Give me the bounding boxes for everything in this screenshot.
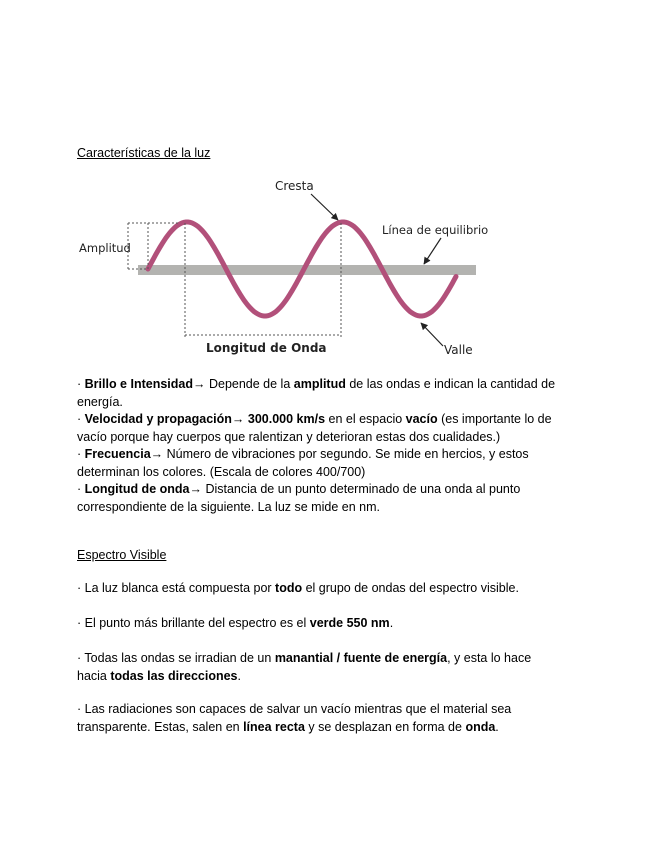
text-run: correspondiente de la siguiente. La luz se mide en nm. bbox=[77, 499, 380, 514]
text-line bbox=[77, 668, 577, 686]
text-line bbox=[77, 394, 577, 412]
section-title-visible-spectrum: Espectro Visible bbox=[77, 548, 167, 562]
text-line bbox=[77, 446, 577, 464]
label-crest: Cresta bbox=[275, 179, 314, 193]
text-run: · bbox=[77, 412, 85, 426]
text-line bbox=[77, 719, 577, 737]
paragraph-irradiation bbox=[77, 650, 577, 685]
bold-text: amplitud bbox=[293, 377, 346, 391]
arrow-trough bbox=[421, 323, 443, 346]
property-item bbox=[77, 446, 577, 481]
text-run: → Distancia de un punto determinado de una onda al punto bbox=[189, 482, 521, 496]
bold-text: onda bbox=[465, 719, 496, 734]
text-run: y se desplazan en forma de bbox=[304, 719, 466, 734]
text-run: el grupo de ondas del espectro visible. bbox=[302, 581, 519, 595]
bold-text: manantial / fuente de energía bbox=[274, 651, 448, 665]
property-item bbox=[77, 481, 577, 516]
text-run: hacia bbox=[77, 668, 111, 683]
text-line bbox=[77, 429, 577, 447]
label-equilibrium: Línea de equilibrio bbox=[382, 223, 489, 237]
text-line bbox=[77, 650, 577, 668]
properties-list bbox=[77, 376, 577, 516]
text-line bbox=[77, 615, 577, 633]
text-run: determinan los colores. (Escala de colores 400/700) bbox=[77, 464, 366, 479]
text-run: de las ondas e indican la cantidad de bbox=[345, 377, 556, 391]
text-run: . bbox=[237, 668, 241, 683]
bold-text: todas las direcciones bbox=[110, 668, 238, 683]
label-trough: Valle bbox=[444, 343, 473, 357]
text-run: · bbox=[77, 377, 85, 391]
text-run: · La luz blanca está compuesta por bbox=[77, 581, 276, 595]
wave-diagram bbox=[70, 176, 490, 366]
bold-text: Brillo e Intensidad bbox=[84, 377, 193, 391]
paragraph-radiation-vacuum bbox=[77, 701, 577, 736]
text-run: · El punto más brillante del espectro es el bbox=[77, 616, 310, 630]
bold-text: verde 550 nm bbox=[309, 616, 390, 630]
text-run: en el espacio bbox=[325, 412, 406, 426]
text-run: transparente. Estas, salen en bbox=[77, 719, 244, 734]
text-run: · Las radiaciones son capaces de salvar un vacío mientras que el material sea bbox=[77, 702, 512, 716]
bold-text: Longitud de onda bbox=[84, 482, 190, 496]
text-run: vacío porque hay cuerpos que ralentizan y deterioran estas dos cualidades.) bbox=[77, 429, 501, 444]
text-run: · bbox=[77, 482, 85, 496]
bold-text: línea recta bbox=[243, 719, 305, 734]
paragraph-brightest-point bbox=[77, 615, 577, 633]
text-run: energía. bbox=[77, 394, 123, 409]
label-wavelength: Longitud de Onda bbox=[206, 341, 327, 355]
text-line bbox=[77, 481, 577, 499]
bold-text: Frecuencia bbox=[84, 447, 151, 461]
arrow-equilibrium bbox=[424, 238, 441, 264]
paragraph-white-light bbox=[77, 580, 577, 598]
text-run: . bbox=[389, 616, 394, 630]
text-line bbox=[77, 376, 577, 394]
label-amplitude: Amplitud bbox=[79, 241, 131, 255]
bold-text: vacío bbox=[405, 412, 438, 426]
text-run: → Depende de la bbox=[193, 377, 294, 391]
section-title-light-characteristics: Características de la luz bbox=[77, 146, 211, 160]
text-run: · Todas las ondas se irradian de un bbox=[77, 651, 275, 665]
text-run: → Número de vibraciones por segundo. Se mide en hercios, y estos bbox=[150, 447, 529, 461]
text-run: , y esta lo hace bbox=[447, 651, 532, 665]
text-line bbox=[77, 464, 577, 482]
property-item bbox=[77, 411, 577, 446]
text-line bbox=[77, 701, 577, 719]
property-item bbox=[77, 376, 577, 411]
text-run: . bbox=[495, 719, 499, 734]
text-line bbox=[77, 580, 577, 598]
arrow-crest bbox=[311, 194, 338, 220]
text-run: (es importante lo de bbox=[437, 412, 552, 426]
text-line bbox=[77, 411, 577, 429]
text-run: → bbox=[231, 412, 248, 426]
text-run: · bbox=[77, 447, 85, 461]
text-line bbox=[77, 499, 577, 517]
bold-text: todo bbox=[275, 581, 303, 595]
bold-text: 300.000 km/s bbox=[247, 412, 326, 426]
bold-text: Velocidad y propagación bbox=[84, 412, 232, 426]
